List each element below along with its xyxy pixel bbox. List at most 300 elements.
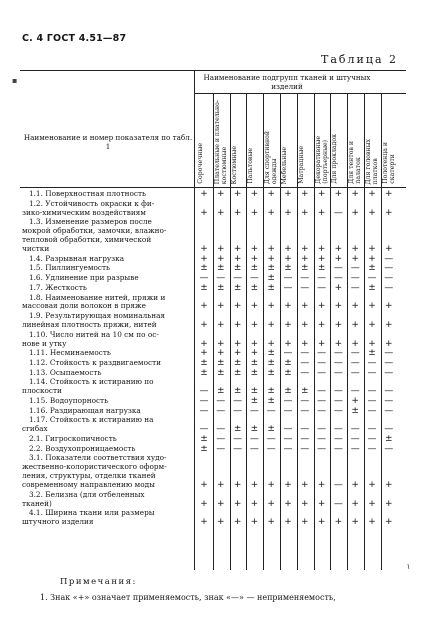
applicability-mark: ± — [200, 263, 208, 274]
indicator-name: 2.1. Гигроскопичность — [22, 434, 117, 443]
applicability-mark: — — [283, 282, 293, 293]
indicator-name: линейная плотность пряжи, нитей — [22, 320, 157, 329]
indicator-name: 1.7. Жесткость — [22, 282, 87, 292]
applicability-mark: + — [267, 244, 275, 254]
applicability-mark: ± — [267, 348, 275, 359]
applicability-mark: — — [199, 273, 209, 284]
applicability-mark: ± — [217, 386, 225, 397]
applicability-mark: — — [216, 434, 226, 444]
applicability-mark: + — [200, 244, 208, 254]
applicability-mark: + — [334, 282, 343, 293]
indicator-name: ления, структуры, отделки тканей — [22, 471, 156, 481]
indicator-name: нове и утку — [22, 338, 67, 348]
applicability-mark: + — [267, 301, 275, 312]
applicability-mark: ± — [233, 282, 242, 293]
applicability-mark: + — [334, 244, 343, 254]
applicability-mark: ± — [284, 367, 292, 378]
indicator-name: 4.1. Ширина ткани или размеры — [22, 508, 155, 518]
indicator-header: Наименование и номер показателя по табл. 1 — [23, 133, 193, 151]
indicator-name: 1.16. Раздирающая нагрузка — [22, 405, 141, 415]
applicability-mark: + — [250, 207, 259, 218]
applicability-mark: — — [199, 396, 209, 406]
indicator-name: 3.1. Показатели соответствия худо- — [22, 453, 167, 463]
applicability-mark: — — [367, 367, 377, 378]
applicability-mark: — — [300, 443, 310, 454]
applicability-mark: — — [317, 396, 327, 406]
applicability-mark: + — [200, 348, 208, 359]
column-header-label: Плательные и плательно- костюмные — [213, 99, 228, 184]
applicability-mark: — — [384, 358, 394, 368]
applicability-mark: + — [250, 244, 259, 254]
indicator-name: 1.12. Стойкость к раздвигаемости — [22, 358, 161, 367]
applicability-mark: + — [217, 244, 225, 254]
applicability-mark: — — [300, 273, 310, 284]
column-header-label: Сорочечные — [197, 143, 204, 184]
applicability-mark: — — [317, 273, 327, 284]
indicator-name: 1.2. Устойчивость окраски к фи- — [22, 198, 155, 208]
applicability-mark: — — [333, 273, 343, 284]
applicability-mark: — — [283, 424, 293, 435]
applicability-mark: + — [368, 207, 376, 218]
column-header — [297, 96, 313, 186]
indicator-name: зико-химическим воздействиям — [22, 207, 146, 217]
indicator-name: тканей) — [22, 498, 52, 508]
applicability-mark: — — [266, 443, 276, 454]
applicability-mark: + — [250, 189, 259, 199]
applicability-mark: — — [249, 405, 259, 416]
applicability-mark: — — [199, 424, 209, 435]
applicability-mark: — — [317, 282, 327, 293]
applicability-mark: ± — [368, 282, 376, 293]
applicability-mark: + — [334, 301, 343, 312]
applicability-mark: — — [283, 443, 293, 454]
applicability-mark: — — [350, 443, 360, 454]
indicator-name: 1.5. Пиллингуемость — [22, 263, 111, 273]
applicability-mark: + — [284, 244, 292, 254]
applicability-mark: + — [317, 207, 326, 218]
applicability-mark: — — [350, 434, 360, 444]
applicability-mark: + — [334, 253, 343, 264]
indicator-name: тепловой обработки, химической — [22, 235, 152, 245]
applicability-mark: — — [317, 405, 327, 416]
applicability-mark: + — [284, 338, 292, 349]
applicability-mark: + — [368, 480, 376, 491]
applicability-mark: + — [233, 301, 242, 312]
indicator-name: 1.6. Удлинение при разрыве — [22, 273, 139, 283]
indicator-name: штучного изделия — [22, 517, 94, 527]
applicability-mark: — — [384, 348, 394, 359]
applicability-mark: + — [233, 189, 242, 199]
applicability-mark: — — [300, 282, 310, 293]
applicability-mark: + — [233, 253, 242, 264]
applicability-mark: ± — [301, 263, 309, 274]
applicability-mark: + — [284, 517, 292, 528]
applicability-mark: + — [233, 320, 242, 330]
applicability-mark: — — [317, 443, 327, 454]
applicability-mark: ± — [233, 358, 242, 368]
applicability-mark: — — [317, 386, 327, 397]
applicability-mark: ± — [200, 443, 208, 454]
applicability-mark: + — [233, 480, 242, 491]
applicability-mark: ± — [217, 367, 225, 378]
applicability-mark: — — [333, 348, 343, 359]
indicator-name: мокрой обработки, замочки, влажно- — [22, 226, 167, 236]
applicability-mark: — — [384, 282, 394, 293]
applicability-mark: + — [217, 253, 225, 264]
applicability-mark: + — [317, 244, 326, 254]
applicability-mark: — — [216, 396, 226, 406]
applicability-mark: + — [250, 253, 259, 264]
applicability-mark: + — [351, 396, 359, 406]
applicability-mark: ± — [217, 282, 225, 293]
applicability-mark: + — [385, 320, 393, 330]
applicability-mark: — — [350, 263, 360, 274]
applicability-mark: — — [233, 273, 243, 284]
applicability-mark: + — [301, 498, 309, 509]
applicability-mark: — — [283, 405, 293, 416]
scan-mark: ɩ — [407, 562, 411, 571]
applicability-mark: — — [384, 263, 394, 274]
applicability-mark: + — [233, 517, 242, 528]
applicability-mark: — — [300, 434, 310, 444]
applicability-mark: — — [333, 434, 343, 444]
applicability-mark: + — [368, 301, 376, 312]
notes-title: Примечания: — [60, 577, 137, 587]
applicability-mark: ± — [217, 263, 225, 274]
applicability-mark: + — [351, 498, 359, 509]
applicability-mark: + — [250, 348, 259, 359]
applicability-mark: + — [368, 244, 376, 254]
indicator-name: 1.4. Разрывная нагрузка — [22, 253, 125, 263]
applicability-mark: — — [333, 207, 343, 218]
applicability-mark: ± — [267, 263, 275, 274]
indicator-name: плоскости — [22, 386, 62, 396]
indicator-name: 1.1. Поверхностная плотность — [22, 189, 146, 198]
applicability-mark: + — [385, 338, 393, 349]
applicability-mark: + — [200, 480, 208, 491]
applicability-mark: + — [351, 301, 359, 312]
applicability-mark: — — [350, 348, 360, 359]
indicator-name: жественно-колористического оформ- — [22, 462, 167, 472]
indicator-name: 1.13. Осыпаемость — [22, 367, 102, 377]
applicability-mark: + — [385, 244, 393, 254]
applicability-mark: + — [284, 320, 292, 330]
applicability-mark: + — [217, 517, 225, 528]
applicability-mark: — — [350, 358, 360, 368]
applicability-mark: + — [284, 207, 292, 218]
applicability-mark: ± — [267, 386, 275, 397]
applicability-mark: ± — [351, 405, 359, 416]
applicability-mark: — — [333, 358, 343, 368]
column-header — [347, 96, 363, 186]
applicability-mark: — — [367, 386, 377, 397]
applicability-mark: — — [283, 348, 293, 359]
column-header — [196, 96, 212, 186]
applicability-mark: ± — [301, 386, 309, 397]
applicability-mark: — — [300, 348, 310, 359]
applicability-mark: + — [368, 517, 376, 528]
applicability-mark: + — [250, 320, 259, 330]
applicability-mark: ± — [250, 282, 259, 293]
column-header-label: Для прокладок — [331, 134, 339, 184]
applicability-mark: + — [267, 338, 275, 349]
applicability-mark: + — [200, 301, 208, 312]
applicability-mark: ± — [233, 386, 242, 397]
applicability-mark: + — [233, 498, 242, 509]
applicability-mark: + — [334, 189, 343, 199]
applicability-mark: — — [333, 396, 343, 406]
applicability-mark: ± — [385, 434, 393, 444]
column-header-label: Костюмные — [230, 145, 238, 184]
applicability-mark: — — [384, 253, 394, 264]
applicability-mark: ± — [267, 273, 275, 284]
applicability-mark: ± — [200, 367, 208, 378]
applicability-mark: + — [368, 189, 376, 199]
applicability-mark: + — [351, 244, 359, 254]
applicability-mark: — — [333, 405, 343, 416]
applicability-mark: — — [350, 386, 360, 397]
applicability-mark: — — [317, 434, 327, 444]
applicability-mark: + — [301, 320, 309, 330]
applicability-mark: ± — [250, 367, 259, 378]
column-header-label: Матрацные — [297, 146, 305, 184]
applicability-mark: + — [233, 244, 242, 254]
applicability-mark: + — [200, 498, 208, 509]
applicability-mark: + — [351, 320, 359, 330]
column-header — [263, 96, 279, 186]
applicability-mark: — — [367, 434, 377, 444]
applicability-mark: + — [284, 480, 292, 491]
applicability-mark: — — [367, 396, 377, 406]
applicability-mark: + — [351, 189, 359, 199]
column-header-label: Для тентов и палаток — [348, 141, 363, 184]
applicability-mark: + — [385, 189, 393, 199]
applicability-mark: ± — [200, 434, 208, 444]
applicability-mark: + — [301, 189, 309, 199]
indicator-name: 1.10. Число нитей на 10 см по ос- — [22, 329, 159, 339]
applicability-mark: ± — [368, 263, 376, 274]
applicability-mark: + — [301, 244, 309, 254]
applicability-mark: — — [333, 480, 343, 491]
applicability-mark: + — [368, 320, 376, 330]
column-header — [314, 96, 330, 186]
applicability-mark: + — [317, 301, 326, 312]
applicability-mark: — — [233, 405, 243, 416]
applicability-mark: — — [216, 405, 226, 416]
applicability-mark: + — [200, 189, 208, 199]
group-separator — [194, 93, 406, 94]
page-header: С. 4 ГОСТ 4.51—87 — [22, 33, 127, 44]
applicability-mark: ± — [250, 386, 259, 397]
applicability-mark: ± — [233, 367, 242, 378]
table-caption: Таблица 2 — [321, 53, 398, 66]
applicability-mark: — — [233, 443, 243, 454]
applicability-mark: ± — [217, 358, 225, 368]
applicability-mark: ± — [284, 358, 292, 368]
applicability-mark: — — [333, 498, 343, 509]
applicability-mark: — — [384, 443, 394, 454]
applicability-mark: — — [367, 358, 377, 368]
applicability-mark: + — [334, 320, 343, 330]
applicability-mark: + — [368, 253, 376, 264]
indicator-name: 1.15. Водоупорность — [22, 396, 109, 405]
applicability-mark: + — [301, 253, 309, 264]
applicability-mark: — — [199, 386, 209, 397]
applicability-mark: — — [216, 443, 226, 454]
indicator-name: 1.11. Несминаемость — [22, 348, 111, 358]
applicability-mark: — — [367, 424, 377, 435]
applicability-mark: + — [217, 301, 225, 312]
applicability-mark: + — [317, 338, 326, 349]
applicability-mark: + — [368, 338, 376, 349]
applicability-mark: ± — [368, 348, 376, 359]
applicability-mark: — — [283, 434, 293, 444]
indicator-name: 1.8. Наименование нитей, пряжи и — [22, 292, 166, 302]
applicability-mark: ± — [250, 358, 259, 368]
applicability-mark: + — [385, 207, 393, 218]
applicability-mark: ± — [200, 358, 208, 368]
applicability-mark: ± — [250, 396, 259, 406]
applicability-mark: ± — [233, 424, 242, 435]
applicability-mark: + — [217, 207, 225, 218]
applicability-mark: — — [199, 405, 209, 416]
applicability-mark: — — [350, 424, 360, 435]
applicability-mark: ± — [200, 282, 208, 293]
applicability-mark: + — [317, 189, 326, 199]
applicability-mark: — — [333, 443, 343, 454]
applicability-mark: + — [284, 301, 292, 312]
applicability-mark: — — [367, 443, 377, 454]
applicability-mark: + — [385, 498, 393, 509]
applicability-mark: + — [267, 253, 275, 264]
indicator-name: сгибах — [22, 424, 48, 434]
applicability-mark: + — [267, 320, 275, 330]
applicability-mark: + — [351, 517, 359, 528]
applicability-mark: + — [284, 253, 292, 264]
applicability-mark: — — [333, 386, 343, 397]
indicator-name: 1.17. Стойкость к истиранию на — [22, 415, 154, 425]
applicability-mark: + — [217, 338, 225, 349]
applicability-mark: + — [250, 480, 259, 491]
indicator-column-border — [194, 70, 195, 570]
applicability-mark: ± — [250, 263, 259, 274]
applicability-mark: + — [317, 253, 326, 264]
group-title: Наименование подгрупп тканей и штучных изделий — [203, 73, 371, 91]
indicator-name: 3.2. Белизна (для отбеленных — [22, 489, 145, 499]
applicability-mark: — — [216, 424, 226, 435]
applicability-mark: ± — [233, 263, 242, 274]
applicability-mark: + — [385, 517, 393, 528]
applicability-mark: + — [301, 338, 309, 349]
column-header — [213, 96, 229, 186]
applicability-mark: + — [200, 320, 208, 330]
applicability-mark: + — [351, 338, 359, 349]
applicability-mark: + — [351, 480, 359, 491]
applicability-mark: ± — [267, 424, 275, 435]
applicability-mark: — — [350, 282, 360, 293]
applicability-mark: — — [317, 348, 327, 359]
applicability-mark: — — [384, 273, 394, 284]
applicability-mark: — — [233, 434, 243, 444]
applicability-mark: — — [350, 273, 360, 284]
applicability-mark: + — [250, 517, 259, 528]
applicability-mark: — — [300, 424, 310, 435]
applicability-mark: + — [267, 517, 275, 528]
applicability-mark: + — [317, 498, 326, 509]
indicator-name: 1.14. Стойкость к истиранию по — [22, 377, 154, 387]
column-header — [381, 96, 397, 186]
applicability-mark: — — [300, 396, 310, 406]
indicator-name: чистки — [22, 244, 50, 253]
table-top-border — [20, 70, 406, 71]
applicability-mark: ± — [267, 358, 275, 368]
applicability-mark: — — [384, 424, 394, 435]
applicability-mark: + — [267, 189, 275, 199]
applicability-mark: — — [233, 396, 243, 406]
applicability-mark: + — [317, 320, 326, 330]
applicability-mark: — — [249, 273, 259, 284]
applicability-mark: — — [384, 386, 394, 397]
column-header — [280, 96, 296, 186]
applicability-mark: + — [250, 301, 259, 312]
applicability-mark: + — [301, 517, 309, 528]
applicability-mark: — — [249, 443, 259, 454]
applicability-mark: + — [250, 338, 259, 349]
applicability-mark: + — [284, 189, 292, 199]
applicability-mark: + — [351, 253, 359, 264]
column-header-label: Для спортивной одежды — [264, 130, 279, 184]
applicability-mark: — — [367, 405, 377, 416]
indicator-name: современному направлению моды — [22, 480, 155, 490]
applicability-mark: ± — [284, 263, 292, 274]
applicability-mark: ± — [317, 263, 326, 274]
indicator-name: 2.2. Воздухопроницаемость — [22, 443, 136, 453]
applicability-mark: + — [233, 207, 242, 218]
applicability-mark: — — [333, 424, 343, 435]
applicability-mark: + — [200, 517, 208, 528]
column-header — [246, 96, 262, 186]
applicability-mark: + — [200, 253, 208, 264]
applicability-mark: + — [385, 301, 393, 312]
applicability-mark: + — [317, 480, 326, 491]
applicability-mark: + — [200, 207, 208, 218]
indicator-name: массовая доли волокон в пряже — [22, 301, 146, 311]
applicability-mark: + — [368, 498, 376, 509]
applicability-mark: ± — [250, 424, 259, 435]
applicability-mark: + — [217, 189, 225, 199]
applicability-mark: + — [217, 348, 225, 359]
applicability-mark: — — [384, 405, 394, 416]
applicability-mark: + — [217, 320, 225, 330]
applicability-mark: — — [317, 424, 327, 435]
applicability-mark: + — [284, 498, 292, 509]
applicability-mark: — — [317, 367, 327, 378]
column-header — [364, 96, 380, 186]
applicability-mark: + — [233, 348, 242, 359]
applicability-mark: ± — [267, 367, 275, 378]
applicability-mark: + — [301, 301, 309, 312]
applicability-mark: ± — [267, 396, 275, 406]
applicability-mark: — — [384, 396, 394, 406]
applicability-mark: — — [384, 367, 394, 378]
applicability-mark: — — [266, 434, 276, 444]
applicability-mark: + — [217, 498, 225, 509]
applicability-mark: + — [267, 498, 275, 509]
applicability-mark: + — [334, 517, 343, 528]
column-header-label: Для головных платков — [365, 138, 379, 184]
applicability-mark: + — [200, 338, 208, 349]
applicability-mark: + — [267, 480, 275, 491]
